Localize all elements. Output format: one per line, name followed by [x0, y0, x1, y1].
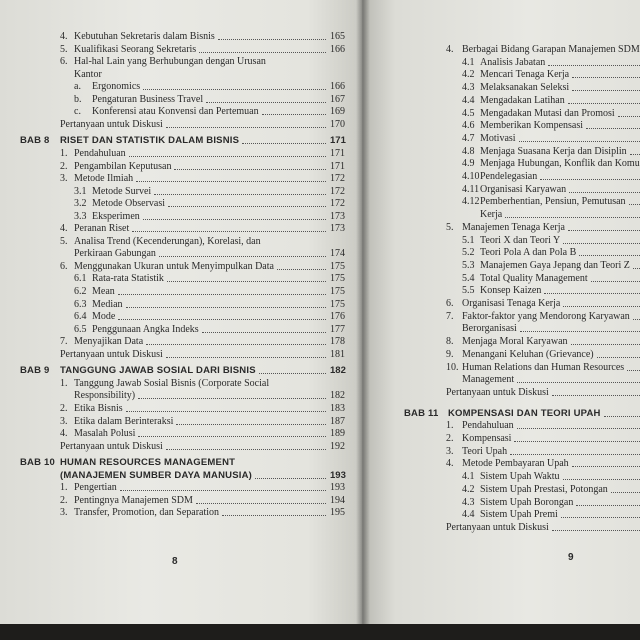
entry-page-number: 175 — [330, 298, 345, 310]
entry-title: Sistem Upah Prestasi, Potongan — [480, 483, 608, 495]
entry-page-number: 167 — [330, 93, 345, 105]
dot-leader — [505, 217, 640, 218]
dot-leader — [146, 344, 326, 345]
chapter-title: (MANAJEMEN SUMBER DAYA MANUSIA) — [60, 469, 252, 481]
dot-leader — [126, 411, 326, 412]
entry-number: 2. — [60, 402, 68, 414]
entry-title: Metode Observasi — [92, 198, 166, 210]
entry-number: 4.5 — [462, 107, 475, 119]
entry-title: Faktor-faktor yang Mendorong Karyawan — [462, 310, 630, 322]
dot-leader — [218, 39, 326, 40]
entry-title: Manajemen Gaya Jepang dan Teori Z — [480, 259, 630, 271]
entry-number: 4.4 — [462, 94, 475, 106]
entry-number: 5.5 — [462, 285, 475, 297]
entry-number: 3.2 — [74, 198, 87, 210]
dot-leader — [520, 331, 640, 332]
entry-page-number: 169 — [330, 106, 345, 118]
entry-page-number: 174 — [330, 248, 345, 260]
entry-page-number: 171 — [330, 147, 345, 159]
entry-number: 4.11 — [462, 183, 480, 195]
dot-leader — [540, 179, 640, 180]
dot-leader — [166, 357, 326, 358]
entry-number: c. — [74, 106, 81, 118]
book-gutter — [356, 0, 370, 630]
dot-leader — [262, 114, 326, 115]
entry-number: 4. — [446, 44, 454, 55]
page-number-right: 9 — [568, 552, 574, 563]
entry-number: 6. — [60, 56, 68, 68]
entry-number: 4.9 — [462, 158, 475, 170]
entry-page-number: 172 — [330, 173, 345, 185]
entry-title: Pertanyaan untuk Diskusi — [60, 118, 163, 130]
entry-number: 6.2 — [74, 286, 87, 297]
entry-title: Pengaturan Business Travel — [92, 93, 204, 105]
entry-title: Kualifikasi Seorang Sekretaris — [74, 43, 197, 55]
entry-number: 2. — [60, 160, 68, 172]
entry-number: 4.2 — [462, 69, 475, 81]
dot-leader — [563, 306, 640, 307]
entry-number: 4.10 — [462, 171, 480, 182]
entry-title: Pengambilan Keputusan — [74, 160, 172, 172]
entry-page-number: 192 — [330, 440, 345, 452]
entry-number: 4.6 — [462, 120, 475, 132]
entry-title: Menjaga Moral Karyawan — [462, 336, 568, 348]
entry-title: Mengadakan Mutasi dan Promosi — [480, 107, 615, 119]
entry-page-number: 172 — [330, 185, 345, 197]
dot-leader — [159, 256, 326, 257]
dot-leader — [618, 116, 640, 117]
entry-page-number: 189 — [330, 428, 345, 440]
dot-leader — [604, 416, 640, 417]
entry-page-number: 187 — [330, 415, 345, 427]
entry-page-number: 173 — [330, 223, 345, 235]
entry-number: 7. — [60, 336, 68, 348]
chapter-number: BAB 9 — [20, 365, 50, 377]
entry-title: Pemberhentian, Pensiun, Pemutusan — [480, 196, 626, 208]
dot-leader — [519, 141, 640, 142]
dot-leader — [118, 294, 326, 295]
entry-number: 6.5 — [74, 323, 87, 335]
dot-leader — [561, 517, 640, 518]
entry-page-number: 183 — [330, 402, 345, 414]
entry-number: 1. — [60, 147, 68, 159]
dot-leader — [174, 169, 326, 170]
entry-number: 4.1 — [462, 471, 475, 483]
entry-number: 6.4 — [74, 311, 87, 323]
dot-leader — [514, 441, 640, 442]
entry-page-number: 177 — [330, 323, 345, 335]
chapter-title: RISET DAN STATISTIK DALAM BISNIS — [60, 135, 240, 147]
entry-number: 4.1 — [462, 56, 475, 68]
dot-leader — [572, 466, 640, 467]
dot-leader — [126, 307, 326, 308]
entry-title: Mode — [92, 311, 116, 323]
entry-title: Menyajikan Data — [74, 336, 144, 348]
entry-page-number: 171 — [330, 135, 346, 147]
entry-page-number: 166 — [330, 43, 345, 55]
entry-title: Analisis Jabatan — [480, 56, 546, 68]
entry-number: 4. — [60, 428, 68, 440]
entry-title: Analisa Trend (Kecenderungan), Korelasi, dan — [74, 235, 261, 247]
dot-leader — [510, 454, 640, 455]
entry-title: Berbagai Bidang Garapan Manajemen SDM — [462, 44, 640, 55]
dot-leader — [138, 436, 326, 437]
entry-title: Konsep Kaizen — [480, 285, 542, 297]
dot-leader — [611, 492, 640, 493]
entry-number: 4. — [60, 31, 68, 42]
entry-title: Pendahuluan — [462, 420, 514, 432]
dot-leader — [202, 332, 326, 333]
entry-number: a. — [74, 81, 81, 93]
entry-title: Berorganisasi — [462, 323, 517, 335]
entry-title: Transfer, Promotion, dan Separation — [74, 507, 220, 519]
entry-title: Metode Ilmiah — [74, 173, 134, 185]
dot-leader — [168, 206, 326, 207]
entry-title: Kantor — [74, 68, 102, 80]
entry-number: 5. — [60, 235, 68, 247]
dot-leader — [143, 219, 326, 220]
dot-leader — [571, 344, 640, 345]
entry-page-number: 182 — [330, 365, 346, 377]
entry-number: 4.2 — [462, 483, 475, 495]
entry-title: Peranan Riset — [74, 223, 130, 235]
entry-title: Mencari Tenaga Kerja — [480, 69, 570, 81]
entry-number: 6. — [446, 298, 454, 309]
dot-leader — [167, 281, 326, 282]
entry-title: Mengadakan Latihan — [480, 94, 565, 106]
entry-title: Perkiraan Gabungan — [74, 248, 156, 260]
dot-leader — [572, 90, 640, 91]
dot-leader — [129, 156, 326, 157]
entry-title: Metode Pembayaran Upah — [462, 458, 569, 470]
entry-title: Etika Bisnis — [74, 402, 123, 414]
entry-title: Teori X dan Teori Y — [480, 234, 561, 246]
entry-number: 3. — [60, 507, 68, 519]
entry-title: Eksperimen — [92, 210, 140, 222]
entry-number: 3. — [60, 415, 68, 427]
entry-title: Pertanyaan untuk Diskusi — [446, 521, 549, 533]
entry-number: 5.2 — [462, 247, 475, 259]
entry-title: Sistem Upah Borongan — [480, 496, 574, 508]
entry-page-number: 175 — [330, 260, 345, 272]
dot-leader — [259, 373, 326, 374]
dot-leader — [597, 357, 640, 358]
entry-number: 1. — [446, 420, 454, 432]
entry-title: Menjaga Suasana Kerja dan Disiplin — [480, 145, 627, 157]
entry-title: Rata-rata Statistik — [92, 273, 164, 285]
entry-number: b. — [74, 93, 82, 105]
dot-leader — [196, 503, 326, 504]
entry-number: 4.3 — [462, 496, 475, 508]
dot-leader — [166, 127, 326, 128]
dot-leader — [568, 230, 640, 231]
dot-leader — [255, 478, 326, 479]
entry-title: Etika dalam Berinteraksi — [74, 415, 174, 427]
entry-title: Pendelegasian — [480, 171, 538, 182]
entry-title: Metode Survei — [92, 185, 152, 197]
entry-title: Pendahuluan — [74, 147, 126, 159]
entry-title: Teori Upah — [462, 445, 508, 457]
entry-number: 4.7 — [462, 132, 475, 144]
entry-title: Total Quality Management — [480, 272, 588, 284]
dot-leader — [633, 268, 640, 269]
dot-leader — [166, 449, 326, 450]
entry-number: 5.4 — [462, 272, 475, 284]
entry-title: Melaksanakan Seleksi — [480, 82, 570, 94]
entry-title: Manajemen Tenaga Kerja — [462, 221, 565, 233]
dot-leader — [552, 395, 640, 396]
right-page — [362, 0, 640, 630]
dot-leader — [627, 370, 640, 371]
entry-page-number: 178 — [330, 336, 345, 348]
entry-title: Tanggung Jawab Sosial Bisnis (Corporate Social — [74, 377, 270, 389]
entry-title: Hal-hal Lain yang Berhubungan dengan Urusan — [74, 56, 266, 68]
entry-page-number: 193 — [330, 469, 346, 481]
dot-leader — [206, 102, 326, 103]
dot-leader — [591, 281, 640, 282]
entry-title: Pertanyaan untuk Diskusi — [60, 348, 163, 360]
dot-leader — [563, 243, 640, 244]
entry-number: 2. — [446, 433, 454, 444]
entry-title: Konferensi atau Konvensi dan Pertemuan — [92, 106, 259, 118]
entry-number: 2. — [60, 494, 68, 506]
entry-title: Kompensasi — [462, 433, 512, 444]
dot-leader — [517, 382, 640, 383]
entry-title: Mean — [92, 286, 115, 297]
entry-number: 5. — [446, 221, 454, 233]
entry-number: 10. — [446, 361, 459, 373]
entry-page-number: 181 — [330, 348, 345, 360]
dot-leader — [579, 255, 640, 256]
entry-title: Sistem Upah Premi — [480, 509, 558, 521]
entry-number: 3.1 — [74, 185, 87, 197]
entry-title: Pertanyaan untuk Diskusi — [446, 386, 549, 398]
entry-title: Pengertian — [74, 482, 117, 494]
entry-title: Sistem Upah Waktu — [480, 471, 560, 483]
dot-leader — [586, 128, 640, 129]
dot-leader — [629, 204, 640, 205]
entry-page-number: 170 — [330, 118, 345, 130]
entry-title: Median — [92, 298, 123, 310]
chapter-number: BAB 10 — [20, 457, 55, 469]
dot-leader — [242, 143, 326, 144]
dot-leader — [633, 319, 640, 320]
entry-number: 4.12 — [462, 196, 480, 208]
entry-number: 1. — [60, 482, 68, 494]
entry-page-number: 182 — [330, 390, 345, 402]
entry-title: Responsibility) — [74, 390, 136, 402]
dot-leader — [176, 424, 326, 425]
entry-page-number: 176 — [330, 311, 345, 323]
entry-page-number: 193 — [330, 482, 345, 494]
dot-leader — [136, 181, 326, 182]
dot-leader — [199, 52, 326, 53]
entry-page-number: 165 — [330, 31, 345, 42]
dot-leader — [222, 515, 326, 516]
entry-page-number: 175 — [330, 273, 345, 285]
dot-leader — [572, 77, 640, 78]
entry-number: 5. — [60, 43, 68, 55]
table-surface — [0, 624, 640, 640]
entry-title: Management — [462, 374, 515, 386]
entry-title: Teori Pola A dan Pola B — [480, 247, 577, 259]
dot-leader — [277, 269, 326, 270]
dot-leader — [569, 192, 640, 193]
entry-title: Pentingnya Manajemen SDM — [74, 494, 193, 506]
entry-number: 6.1 — [74, 273, 87, 285]
dot-leader — [154, 194, 326, 195]
chapter-number: BAB 11 — [404, 407, 439, 419]
entry-page-number: 195 — [330, 507, 345, 519]
entry-number: 4.3 — [462, 82, 475, 94]
entry-title: Human Relations dan Human Resources — [462, 361, 625, 373]
dot-leader — [576, 505, 640, 506]
entry-number: 3.3 — [74, 210, 87, 222]
chapter-title: TANGGUNG JAWAB SOSIAL DARI BISNIS — [60, 365, 256, 377]
entry-page-number: 173 — [330, 210, 345, 222]
entry-title: Kerja — [480, 209, 503, 221]
entry-page-number: 171 — [330, 160, 345, 172]
entry-title: Menangani Keluhan (Grievance) — [462, 348, 594, 360]
entry-number: 5.1 — [462, 234, 475, 246]
dot-leader — [120, 490, 326, 491]
entry-page-number: 166 — [330, 81, 345, 93]
entry-title: Memberikan Kompensasi — [480, 120, 584, 132]
entry-title: Penggunaan Angka Indeks — [92, 323, 199, 335]
entry-page-number: 194 — [330, 494, 345, 506]
entry-page-number: 172 — [330, 198, 345, 210]
entry-title: Pertanyaan untuk Diskusi — [60, 440, 163, 452]
dot-leader — [118, 319, 326, 320]
entry-title: Ergonomics — [92, 81, 141, 93]
entry-title: Menjaga Hubungan, Konflik dan Komu — [480, 158, 640, 170]
chapter-title: HUMAN RESOURCES MANAGEMENT — [60, 457, 236, 469]
entry-number: 3. — [60, 173, 68, 185]
entry-number: 4. — [60, 223, 68, 235]
chapter-title: KOMPENSASI DAN TEORI UPAH — [448, 407, 601, 419]
entry-title: Motivasi — [480, 132, 516, 144]
entry-page-number: 175 — [330, 286, 345, 297]
entry-number: 1. — [60, 377, 68, 389]
entry-number: 8. — [446, 336, 454, 348]
dot-leader — [143, 89, 326, 90]
dot-leader — [568, 103, 640, 104]
dot-leader — [132, 231, 326, 232]
dot-leader — [138, 398, 326, 399]
dot-leader — [517, 428, 640, 429]
entry-title: Masalah Polusi — [74, 428, 136, 440]
entry-number: 3. — [446, 445, 454, 457]
entry-number: 7. — [446, 310, 454, 322]
entry-title: Menggunakan Ukuran untuk Menyimpulkan Data — [74, 260, 274, 272]
dot-leader — [630, 154, 640, 155]
chapter-number: BAB 8 — [20, 135, 50, 147]
entry-title: Organisasi Karyawan — [480, 183, 567, 195]
entry-number: 4.8 — [462, 145, 475, 157]
dot-leader — [544, 293, 640, 294]
entry-number: 6.3 — [74, 298, 87, 310]
entry-title: Kebutuhan Sekretaris dalam Bisnis — [74, 31, 215, 42]
dot-leader — [563, 479, 640, 480]
dot-leader — [552, 530, 640, 531]
entry-number: 6. — [60, 260, 68, 272]
entry-number: 4. — [446, 458, 454, 470]
entry-number: 5.3 — [462, 259, 475, 271]
entry-title: Organisasi Tenaga Kerja — [462, 298, 561, 309]
entry-number: 9. — [446, 348, 454, 360]
dot-leader — [548, 65, 640, 66]
page-number-left: 8 — [172, 556, 178, 567]
entry-number: 4.4 — [462, 509, 475, 521]
